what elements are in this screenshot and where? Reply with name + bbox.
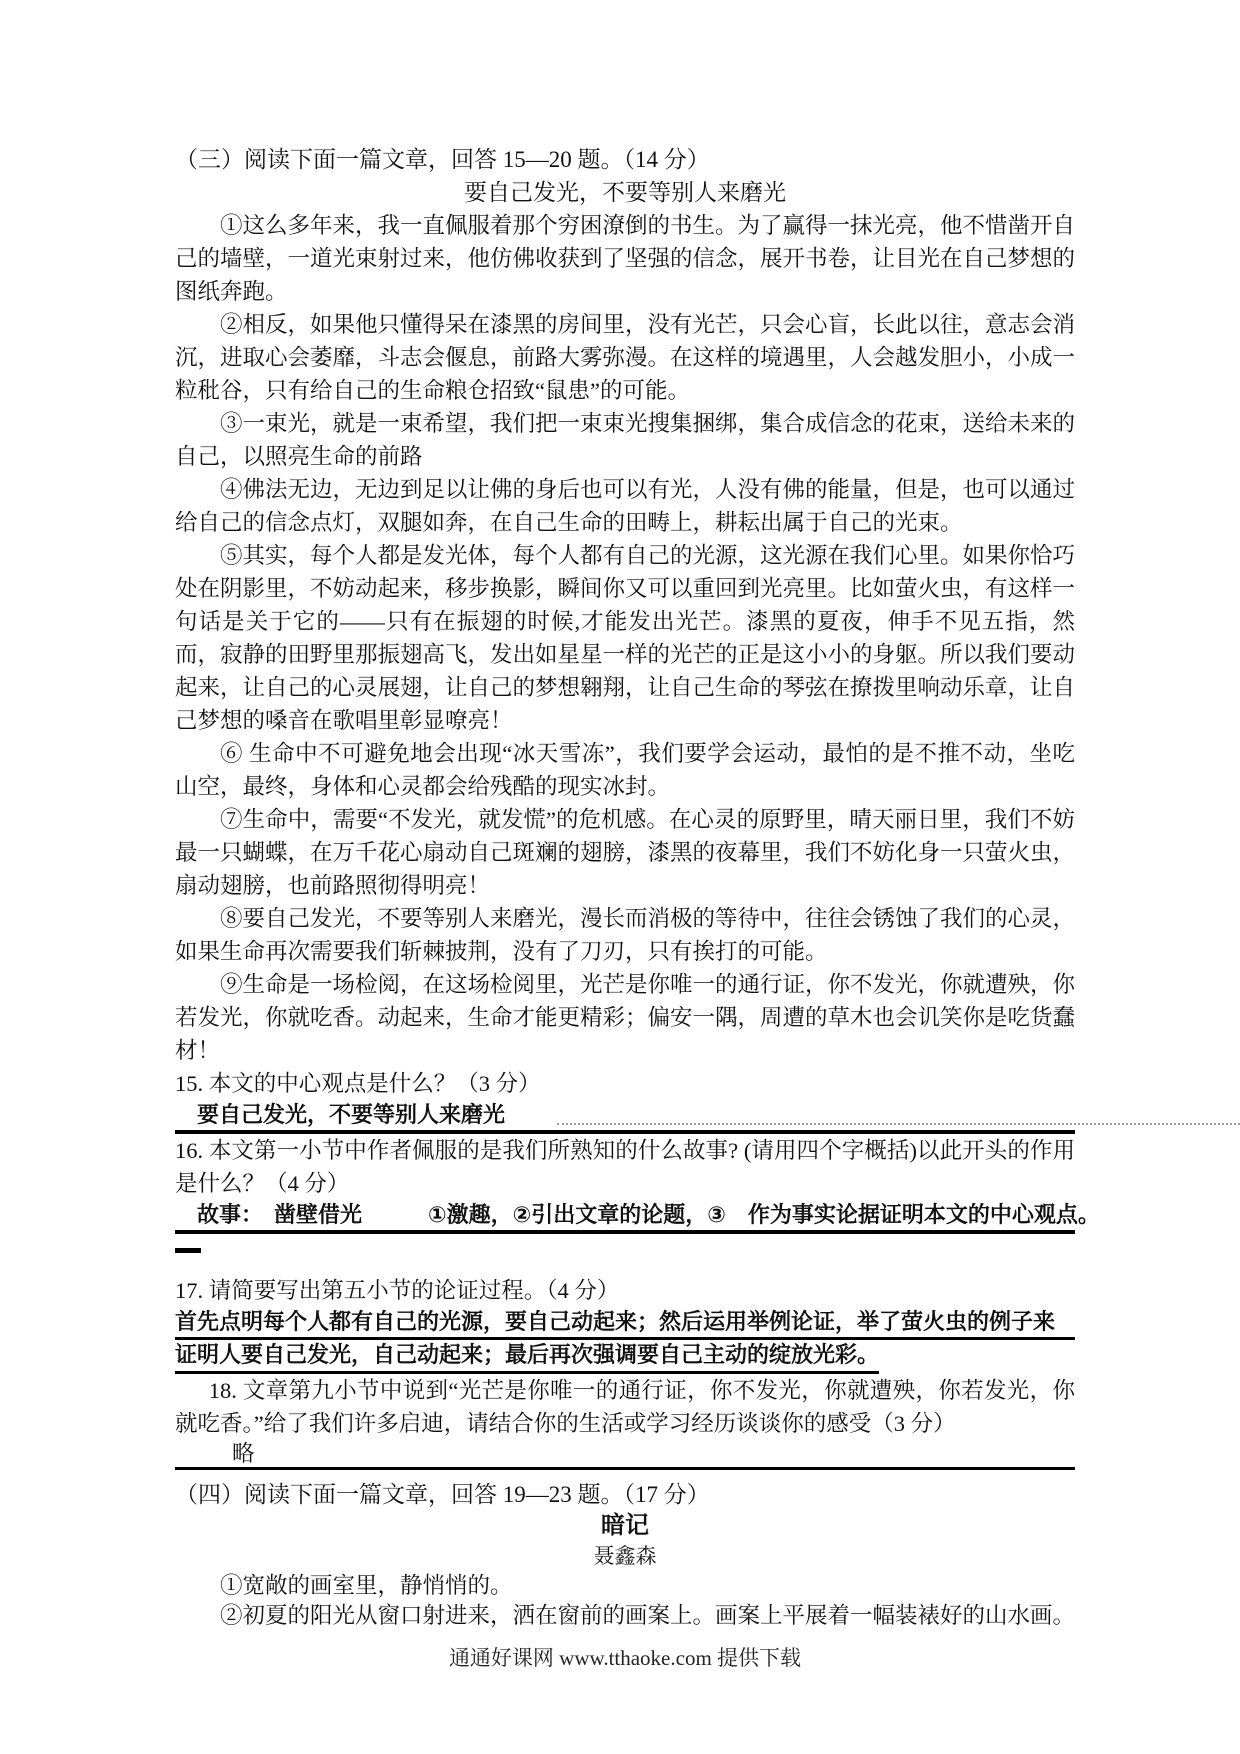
question-15: 15. 本文的中心观点是什么？（3 分）: [175, 1071, 541, 1096]
answer-18: [175, 1440, 1075, 1470]
dotted-fill-line: [557, 1123, 1240, 1125]
article-2-author: 聂鑫森: [593, 1544, 657, 1568]
article-1-paragraph-9: ⑨生命是一场检阅，在这场检阅里，光芒是你唯一的通行证，你不发光，你就遭殃，你若发光，你就吃香。动起来，生命才能更精彩；偏安一隅，周遭的草木也会讥笑你是吃货蠢材！: [175, 972, 1076, 1063]
article-1-paragraph-2: ②相反，如果他只懂得呆在漆黑的房间里，没有光芒，只会心盲，长此以往，意志会消沉，进取心会萎靡，斗志会偃息，前路大雾弥漫。在这样的境遇里，人会越发胆小，小成一粒秕谷，只有给自己的生命粮仓招致“鼠患”的可能。: [175, 312, 1076, 403]
question-16: 16. 本文第一小节中作者佩服的是我们所熟知的什么故事? (请用四个字概括)以此开头的作用是什么？（4 分）: [175, 1138, 1075, 1196]
article-1-title: 要自己发光，不要等别人来磨光: [464, 180, 786, 205]
article-1-paragraph-4: ④佛法无边，无边到足以让佛的身后也可以有光，人没有佛的能量，但是，也可以通过给自己的信念点灯，双腿如奔，在自己生命的田畴上，耕耘出属于自己的光束。: [175, 477, 1076, 535]
answer-16-text: 故事： 凿壁借光 ①激趣，②引出文章的论题，③ 作为事实论据证明本文的中心观点。: [197, 1202, 1100, 1227]
section-4-header: （四）阅读下面一篇文章，回答 19—23 题。（17 分）: [175, 1482, 710, 1507]
answer-16-continuation-row: [175, 1248, 1075, 1274]
answer-17-line-2: [175, 1340, 1075, 1374]
answer-18-text: 略: [232, 1441, 255, 1466]
page-content: [175, 143, 1100, 1671]
article-2-paragraph-2: ②初夏的阳光从窗口射进来，洒在窗前的画案上。画案上平展着一幅装裱好的山水画。: [220, 1603, 1076, 1628]
question-18: 18. 文章第九小节中说到“光芒是你唯一的通行证，你不发光，你就遭殃，你若发光，你就吃香。”给了我们许多启迪，请结合你的生活或学习经历谈谈你的感受（3 分）: [175, 1378, 1075, 1436]
section-3-header: （三）阅读下面一篇文章，回答 15—20 题。（14 分）: [175, 147, 710, 172]
footer-text: 通通好课网 www.tthaoke.com 提供下载: [448, 1646, 802, 1670]
article-2-title: 暗记: [601, 1512, 649, 1539]
article-1-paragraph-8: ⑧要自己发光，不要等别人来磨光，漫长而消极的等待中，往往会锈蚀了我们的心灵，如果生命再次需要我们斩棘披荆，没有了刀刃，只有挨打的可能。: [175, 906, 1076, 964]
answer-15-text: 要自己发光，不要等别人来磨光: [197, 1102, 506, 1127]
answer-17-line-2-text: 证明人要自己发光，自己动起来；最后再次强调要自己主动的绽放光彩。: [175, 1340, 879, 1374]
article-1-paragraph-3: ③一束光，就是一束希望，我们把一束束光搜集捆绑，集合成信念的花束，送给未来的自己，以照亮生命的前路: [175, 411, 1076, 469]
article-1-paragraph-1: ①这么多年来，我一直佩服着那个穷困潦倒的书生。为了赢得一抹光亮，他不惜凿开自己的墙壁，一道光束射过来，他仿佛收获到了坚强的信念，展开书卷，让目光在自己梦想的图纸奔跑。: [175, 213, 1076, 304]
answer-16-continuation-dash: [175, 1248, 201, 1253]
section-divider-gap: [175, 1470, 1075, 1478]
answer-15: [175, 1100, 1075, 1134]
question-17: 17. 请简要写出第五小节的论证过程。（4 分）: [175, 1278, 620, 1303]
article-1-paragraph-6: ⑥ 生命中不可避免地会出现“冰天雪冻”，我们要学会运动，最怕的是不推不动，坐吃山空，最终，身体和心灵都会给残酷的现实冰封。: [175, 741, 1075, 799]
answer-16: [175, 1200, 1100, 1234]
article-1-paragraph-5: ⑤其实，每个人都是发光体，每个人都有自己的光源，这光源在我们心里。如果你恰巧处在阴影里，不妨动起来，移步换影，瞬间你又可以重回到光亮里。比如萤火虫，有这样一句话是关于它的——只有在振翅的时候,才能发出光芒。漆黑的夏夜，伸手不见五指，然而，寂静的田野里那振翅高飞，发出如星星一样的光芒的正是这小小的身躯。所以我们要动起来，让自己的心灵展翅，让自己的梦想翱翔，让自己生命的琴弦在撩拨里响动乐章，让自己梦想的嗓音在歌唱里彰显嘹亮！: [175, 543, 1076, 733]
article-2-paragraph-1: ①宽敞的画室里，静悄悄的。: [220, 1573, 513, 1598]
article-1-paragraph-7: ⑦生命中，需要“不发光，就发慌”的危机感。在心灵的原野里，晴天丽日里，我们不妨最一只蝴蝶，在万千花心扇动自己斑斓的翅膀，漆黑的夜幕里，我们不妨化身一只萤火虫，扇动翅膀，也前路照彻得明亮！: [175, 807, 1076, 898]
answer-17-line-1: 首先点明每个人都有自己的光源，要自己动起来；然后运用举例论证，举了萤火虫的例子来: [175, 1307, 1075, 1340]
